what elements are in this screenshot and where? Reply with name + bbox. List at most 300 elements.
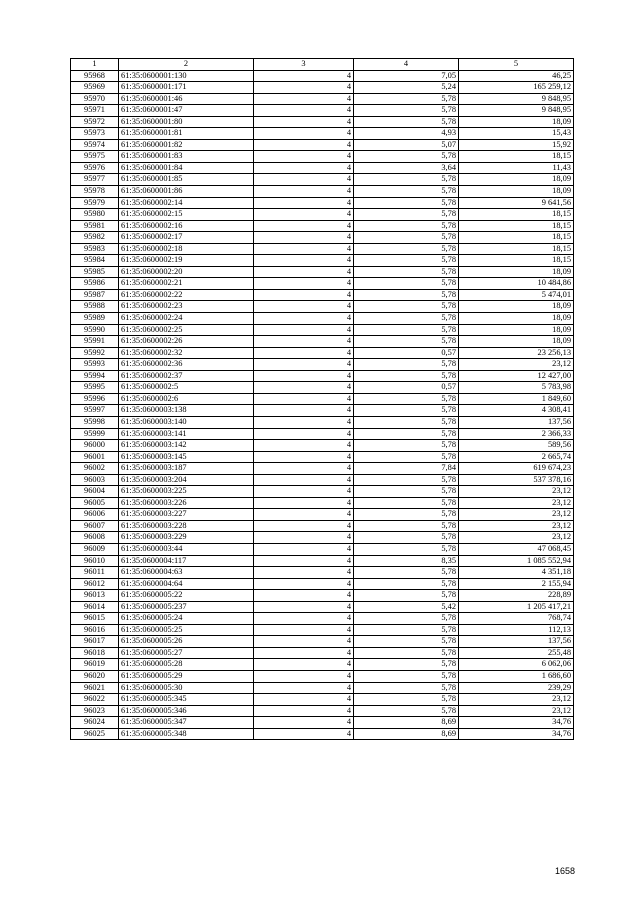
amount-cell: 18,15 (459, 220, 574, 232)
row-number-cell: 95987 (71, 289, 119, 301)
category-cell: 4 (254, 197, 354, 209)
category-cell: 4 (254, 682, 354, 694)
amount-cell: 1 085 552,94 (459, 555, 574, 567)
category-cell: 4 (254, 497, 354, 509)
row-number-cell: 96018 (71, 647, 119, 659)
rate-cell: 5,78 (354, 313, 459, 325)
row-number-cell: 95991 (71, 336, 119, 348)
rate-cell: 5,78 (354, 590, 459, 602)
category-cell: 4 (254, 266, 354, 278)
amount-cell: 165 259,12 (459, 82, 574, 94)
rate-cell: 8,69 (354, 728, 459, 740)
amount-cell: 4 351,18 (459, 567, 574, 579)
table-row (71, 647, 574, 659)
rate-cell: 5,78 (354, 209, 459, 221)
cadastral-number-cell: 61:35:0600005:30 (119, 682, 254, 694)
row-number-cell: 95980 (71, 209, 119, 221)
amount-cell: 9 848,95 (459, 93, 574, 105)
row-number-cell: 95995 (71, 382, 119, 394)
table-row (71, 301, 574, 313)
amount-cell: 18,15 (459, 243, 574, 255)
category-cell: 4 (254, 359, 354, 371)
table-row (71, 324, 574, 336)
category-cell: 4 (254, 151, 354, 163)
rate-cell: 5,78 (354, 567, 459, 579)
cadastral-number-cell: 61:35:0600002:22 (119, 289, 254, 301)
amount-cell: 2 665,74 (459, 451, 574, 463)
row-number-cell: 95986 (71, 278, 119, 290)
row-number-cell: 95968 (71, 70, 119, 82)
table-row (71, 313, 574, 325)
amount-cell: 1 849,60 (459, 393, 574, 405)
cadastral-number-cell: 61:35:0600004:63 (119, 567, 254, 579)
amount-cell: 1 686,60 (459, 670, 574, 682)
row-number-cell: 96019 (71, 659, 119, 671)
table-row (71, 232, 574, 244)
row-number-cell: 96014 (71, 601, 119, 613)
cadastral-number-cell: 61:35:0600005:22 (119, 590, 254, 602)
rate-cell: 5,78 (354, 370, 459, 382)
amount-cell: 12 427,00 (459, 370, 574, 382)
row-number-cell: 95973 (71, 128, 119, 140)
table-body (71, 70, 574, 740)
row-number-cell: 96008 (71, 532, 119, 544)
category-cell: 4 (254, 636, 354, 648)
category-cell: 4 (254, 694, 354, 706)
amount-cell: 23,12 (459, 694, 574, 706)
cadastral-number-cell: 61:35:0600005:237 (119, 601, 254, 613)
rate-cell: 5,78 (354, 174, 459, 186)
row-number-cell: 95974 (71, 139, 119, 151)
table-row (71, 497, 574, 509)
table-row (71, 336, 574, 348)
category-cell: 4 (254, 601, 354, 613)
amount-cell: 6 062,06 (459, 659, 574, 671)
cadastral-number-cell: 61:35:0600003:187 (119, 463, 254, 475)
amount-cell: 18,09 (459, 313, 574, 325)
row-number-cell: 96023 (71, 705, 119, 717)
table-row (71, 370, 574, 382)
rate-cell: 5,42 (354, 601, 459, 613)
category-cell: 4 (254, 162, 354, 174)
cadastral-number-cell: 61:35:0600003:142 (119, 440, 254, 452)
cadastral-number-cell: 61:35:0600005:345 (119, 694, 254, 706)
table-row (71, 289, 574, 301)
cadastral-number-cell: 61:35:0600005:24 (119, 613, 254, 625)
amount-cell: 768,74 (459, 613, 574, 625)
table-row (71, 347, 574, 359)
table-row (71, 463, 574, 475)
category-cell: 4 (254, 82, 354, 94)
category-cell: 4 (254, 543, 354, 555)
amount-cell: 112,13 (459, 624, 574, 636)
amount-cell: 18,15 (459, 255, 574, 267)
amount-cell: 137,56 (459, 416, 574, 428)
row-number-cell: 95985 (71, 266, 119, 278)
cadastral-number-cell: 61:35:0600002:23 (119, 301, 254, 313)
amount-cell: 46,25 (459, 70, 574, 82)
row-number-cell: 95975 (71, 151, 119, 163)
cadastral-number-cell: 61:35:0600001:47 (119, 105, 254, 117)
cadastral-number-cell: 61:35:0600005:348 (119, 728, 254, 740)
cadastral-number-cell: 61:35:0600002:6 (119, 393, 254, 405)
amount-cell: 18,09 (459, 301, 574, 313)
category-cell: 4 (254, 567, 354, 579)
rate-cell: 5,78 (354, 578, 459, 590)
row-number-cell: 95989 (71, 313, 119, 325)
row-number-cell: 96009 (71, 543, 119, 555)
table-row (71, 116, 574, 128)
table-row (71, 197, 574, 209)
row-number-cell: 95998 (71, 416, 119, 428)
table-row (71, 82, 574, 94)
amount-cell: 23,12 (459, 509, 574, 521)
category-cell: 4 (254, 220, 354, 232)
amount-cell: 1 205 417,21 (459, 601, 574, 613)
category-cell: 4 (254, 486, 354, 498)
row-number-cell: 96012 (71, 578, 119, 590)
table-row (71, 440, 574, 452)
table-row (71, 243, 574, 255)
cadastral-number-cell: 61:35:0600003:227 (119, 509, 254, 521)
table-row (71, 486, 574, 498)
rate-cell: 3,64 (354, 162, 459, 174)
cadastral-number-cell: 61:35:0600004:64 (119, 578, 254, 590)
row-number-cell: 95984 (71, 255, 119, 267)
table-row (71, 162, 574, 174)
amount-cell: 15,92 (459, 139, 574, 151)
cadastral-number-cell: 61:35:0600005:28 (119, 659, 254, 671)
amount-cell: 18,09 (459, 186, 574, 198)
rate-cell: 5,78 (354, 278, 459, 290)
rate-cell: 5,78 (354, 266, 459, 278)
rate-cell: 5,78 (354, 532, 459, 544)
cadastral-number-cell: 61:35:0600002:5 (119, 382, 254, 394)
table-row (71, 359, 574, 371)
category-cell: 4 (254, 255, 354, 267)
cadastral-number-cell: 61:35:0600001:80 (119, 116, 254, 128)
amount-cell: 2 155,94 (459, 578, 574, 590)
amount-cell: 18,15 (459, 151, 574, 163)
rate-cell: 5,78 (354, 624, 459, 636)
rate-cell: 5,78 (354, 336, 459, 348)
amount-cell: 18,09 (459, 266, 574, 278)
amount-cell: 4 308,41 (459, 405, 574, 417)
rate-cell: 5,78 (354, 151, 459, 163)
category-cell: 4 (254, 116, 354, 128)
row-number-cell: 96013 (71, 590, 119, 602)
category-cell: 4 (254, 520, 354, 532)
cadastral-number-cell: 61:35:0600005:347 (119, 717, 254, 729)
rate-cell: 5,78 (354, 520, 459, 532)
category-cell: 4 (254, 532, 354, 544)
table-row (71, 174, 574, 186)
rate-cell: 5,78 (354, 670, 459, 682)
rate-cell: 5,78 (354, 393, 459, 405)
cadastral-number-cell: 61:35:0600003:145 (119, 451, 254, 463)
amount-cell: 255,48 (459, 647, 574, 659)
row-number-cell: 95977 (71, 174, 119, 186)
rate-cell: 5,78 (354, 474, 459, 486)
amount-cell: 589,56 (459, 440, 574, 452)
category-cell: 4 (254, 428, 354, 440)
table-row (71, 728, 574, 740)
cadastral-number-cell: 61:35:0600002:37 (119, 370, 254, 382)
cadastral-number-cell: 61:35:0600003:226 (119, 497, 254, 509)
table-row (71, 682, 574, 694)
table-row (71, 613, 574, 625)
rate-cell: 5,78 (354, 705, 459, 717)
cadastral-number-cell: 61:35:0600002:21 (119, 278, 254, 290)
category-cell: 4 (254, 370, 354, 382)
rate-cell: 5,78 (354, 659, 459, 671)
cadastral-number-cell: 61:35:0600001:130 (119, 70, 254, 82)
amount-cell: 23,12 (459, 486, 574, 498)
amount-cell: 228,89 (459, 590, 574, 602)
rate-cell: 0,57 (354, 347, 459, 359)
table-row (71, 624, 574, 636)
row-number-cell: 95982 (71, 232, 119, 244)
amount-cell: 15,43 (459, 128, 574, 140)
rate-cell: 5,07 (354, 139, 459, 151)
cadastral-number-cell: 61:35:0600005:27 (119, 647, 254, 659)
page-number: 1658 (555, 866, 576, 876)
rate-cell: 8,35 (354, 555, 459, 567)
table-row (71, 93, 574, 105)
rate-cell: 5,78 (354, 186, 459, 198)
table-row (71, 209, 574, 221)
row-number-cell: 95981 (71, 220, 119, 232)
cadastral-number-cell: 61:35:0600001:81 (119, 128, 254, 140)
row-number-cell: 95993 (71, 359, 119, 371)
rate-cell: 8,69 (354, 717, 459, 729)
cadastral-number-cell: 61:35:0600001:171 (119, 82, 254, 94)
rate-cell: 5,78 (354, 232, 459, 244)
amount-cell: 9 848,95 (459, 105, 574, 117)
rate-cell: 5,78 (354, 682, 459, 694)
table-row (71, 416, 574, 428)
table-row (71, 382, 574, 394)
amount-cell: 18,09 (459, 324, 574, 336)
table-row (71, 128, 574, 140)
cadastral-number-cell: 61:35:0600001:86 (119, 186, 254, 198)
category-cell: 4 (254, 613, 354, 625)
category-cell: 4 (254, 670, 354, 682)
amount-cell: 23 256,13 (459, 347, 574, 359)
row-number-cell: 96006 (71, 509, 119, 521)
table-row (71, 278, 574, 290)
table-row (71, 451, 574, 463)
amount-cell: 5 783,98 (459, 382, 574, 394)
table-row (71, 186, 574, 198)
category-cell: 4 (254, 393, 354, 405)
category-cell: 4 (254, 324, 354, 336)
row-number-cell: 95971 (71, 105, 119, 117)
amount-cell: 18,15 (459, 232, 574, 244)
rate-cell: 7,84 (354, 463, 459, 475)
row-number-cell: 96010 (71, 555, 119, 567)
rate-cell: 5,24 (354, 82, 459, 94)
row-number-cell: 95994 (71, 370, 119, 382)
category-cell: 4 (254, 347, 354, 359)
table-row (71, 717, 574, 729)
cadastral-number-cell: 61:35:0600001:46 (119, 93, 254, 105)
amount-cell: 537 378,16 (459, 474, 574, 486)
category-cell: 4 (254, 705, 354, 717)
amount-cell: 23,12 (459, 359, 574, 371)
column-header-1: 1 (71, 59, 119, 71)
row-number-cell: 96024 (71, 717, 119, 729)
amount-cell: 10 484,86 (459, 278, 574, 290)
rate-cell: 5,78 (354, 497, 459, 509)
rate-cell: 5,78 (354, 289, 459, 301)
row-number-cell: 96000 (71, 440, 119, 452)
cadastral-number-cell: 61:35:0600001:83 (119, 151, 254, 163)
row-number-cell: 95999 (71, 428, 119, 440)
row-number-cell: 95976 (71, 162, 119, 174)
amount-cell: 11,43 (459, 162, 574, 174)
cadastral-number-cell: 61:35:0600002:17 (119, 232, 254, 244)
cadastral-number-cell: 61:35:0600005:29 (119, 670, 254, 682)
amount-cell: 18,09 (459, 336, 574, 348)
cadastral-number-cell: 61:35:0600002:18 (119, 243, 254, 255)
rate-cell: 5,78 (354, 416, 459, 428)
cadastral-number-cell: 61:35:0600002:15 (119, 209, 254, 221)
table-row (71, 578, 574, 590)
cadastral-number-cell: 61:35:0600001:84 (119, 162, 254, 174)
cadastral-number-cell: 61:35:0600003:204 (119, 474, 254, 486)
amount-cell: 619 674,23 (459, 463, 574, 475)
cadastral-number-cell: 61:35:0600002:25 (119, 324, 254, 336)
table-row (71, 151, 574, 163)
rate-cell: 4,93 (354, 128, 459, 140)
rate-cell: 5,78 (354, 255, 459, 267)
category-cell: 4 (254, 105, 354, 117)
rate-cell: 5,78 (354, 93, 459, 105)
rate-cell: 5,78 (354, 694, 459, 706)
category-cell: 4 (254, 624, 354, 636)
cadastral-number-cell: 61:35:0600003:44 (119, 543, 254, 555)
row-number-cell: 95983 (71, 243, 119, 255)
cadastral-number-cell: 61:35:0600003:141 (119, 428, 254, 440)
category-cell: 4 (254, 336, 354, 348)
row-number-cell: 96015 (71, 613, 119, 625)
row-number-cell: 95988 (71, 301, 119, 313)
table-row (71, 555, 574, 567)
cadastral-number-cell: 61:35:0600002:20 (119, 266, 254, 278)
rate-cell: 5,78 (354, 359, 459, 371)
amount-cell: 18,09 (459, 174, 574, 186)
cadastral-number-cell: 61:35:0600002:24 (119, 313, 254, 325)
table-row (71, 220, 574, 232)
row-number-cell: 95978 (71, 186, 119, 198)
column-header-3: 3 (254, 59, 354, 71)
row-number-cell: 96001 (71, 451, 119, 463)
row-number-cell: 96002 (71, 463, 119, 475)
cadastral-number-cell: 61:35:0600005:25 (119, 624, 254, 636)
table-row (71, 532, 574, 544)
category-cell: 4 (254, 728, 354, 740)
row-number-cell: 96022 (71, 694, 119, 706)
table-row (71, 393, 574, 405)
amount-cell: 34,76 (459, 717, 574, 729)
rate-cell: 5,78 (354, 486, 459, 498)
cadastral-number-cell: 61:35:0600001:82 (119, 139, 254, 151)
header-row (71, 59, 574, 71)
category-cell: 4 (254, 578, 354, 590)
table-row (71, 474, 574, 486)
category-cell: 4 (254, 301, 354, 313)
cadastral-number-cell: 61:35:0600004:117 (119, 555, 254, 567)
category-cell: 4 (254, 243, 354, 255)
amount-cell: 23,12 (459, 532, 574, 544)
row-number-cell: 96007 (71, 520, 119, 532)
row-number-cell: 95969 (71, 82, 119, 94)
row-number-cell: 95996 (71, 393, 119, 405)
cadastral-number-cell: 61:35:0600002:19 (119, 255, 254, 267)
rate-cell: 5,78 (354, 428, 459, 440)
amount-cell: 23,12 (459, 497, 574, 509)
table-row (71, 636, 574, 648)
table-row (71, 405, 574, 417)
amount-cell: 47 068,45 (459, 543, 574, 555)
cadastral-number-cell: 61:35:0600002:32 (119, 347, 254, 359)
rate-cell: 5,78 (354, 324, 459, 336)
cadastral-number-cell: 61:35:0600002:26 (119, 336, 254, 348)
amount-cell: 18,15 (459, 209, 574, 221)
amount-cell: 23,12 (459, 705, 574, 717)
table-row (71, 70, 574, 82)
data-table (70, 58, 574, 740)
row-number-cell: 96005 (71, 497, 119, 509)
rate-cell: 5,78 (354, 440, 459, 452)
cadastral-number-cell: 61:35:0600005:346 (119, 705, 254, 717)
cadastral-number-cell: 61:35:0600003:229 (119, 532, 254, 544)
rate-cell: 5,78 (354, 543, 459, 555)
rate-cell: 5,78 (354, 647, 459, 659)
category-cell: 4 (254, 659, 354, 671)
category-cell: 4 (254, 463, 354, 475)
table-row (71, 255, 574, 267)
rate-cell: 5,78 (354, 220, 459, 232)
table-row (71, 543, 574, 555)
category-cell: 4 (254, 590, 354, 602)
rate-cell: 5,78 (354, 451, 459, 463)
category-cell: 4 (254, 405, 354, 417)
row-number-cell: 96011 (71, 567, 119, 579)
cadastral-number-cell: 61:35:0600002:14 (119, 197, 254, 209)
rate-cell: 5,78 (354, 197, 459, 209)
amount-cell: 2 366,33 (459, 428, 574, 440)
row-number-cell: 95979 (71, 197, 119, 209)
amount-cell: 23,12 (459, 520, 574, 532)
column-header-4: 4 (354, 59, 459, 71)
row-number-cell: 95972 (71, 116, 119, 128)
category-cell: 4 (254, 186, 354, 198)
row-number-cell: 96016 (71, 624, 119, 636)
amount-cell: 137,56 (459, 636, 574, 648)
amount-cell: 9 641,56 (459, 197, 574, 209)
category-cell: 4 (254, 70, 354, 82)
cadastral-number-cell: 61:35:0600003:225 (119, 486, 254, 498)
table-row (71, 659, 574, 671)
category-cell: 4 (254, 416, 354, 428)
table-row (71, 139, 574, 151)
table-row (71, 509, 574, 521)
table-row (71, 266, 574, 278)
category-cell: 4 (254, 128, 354, 140)
table-row (71, 705, 574, 717)
